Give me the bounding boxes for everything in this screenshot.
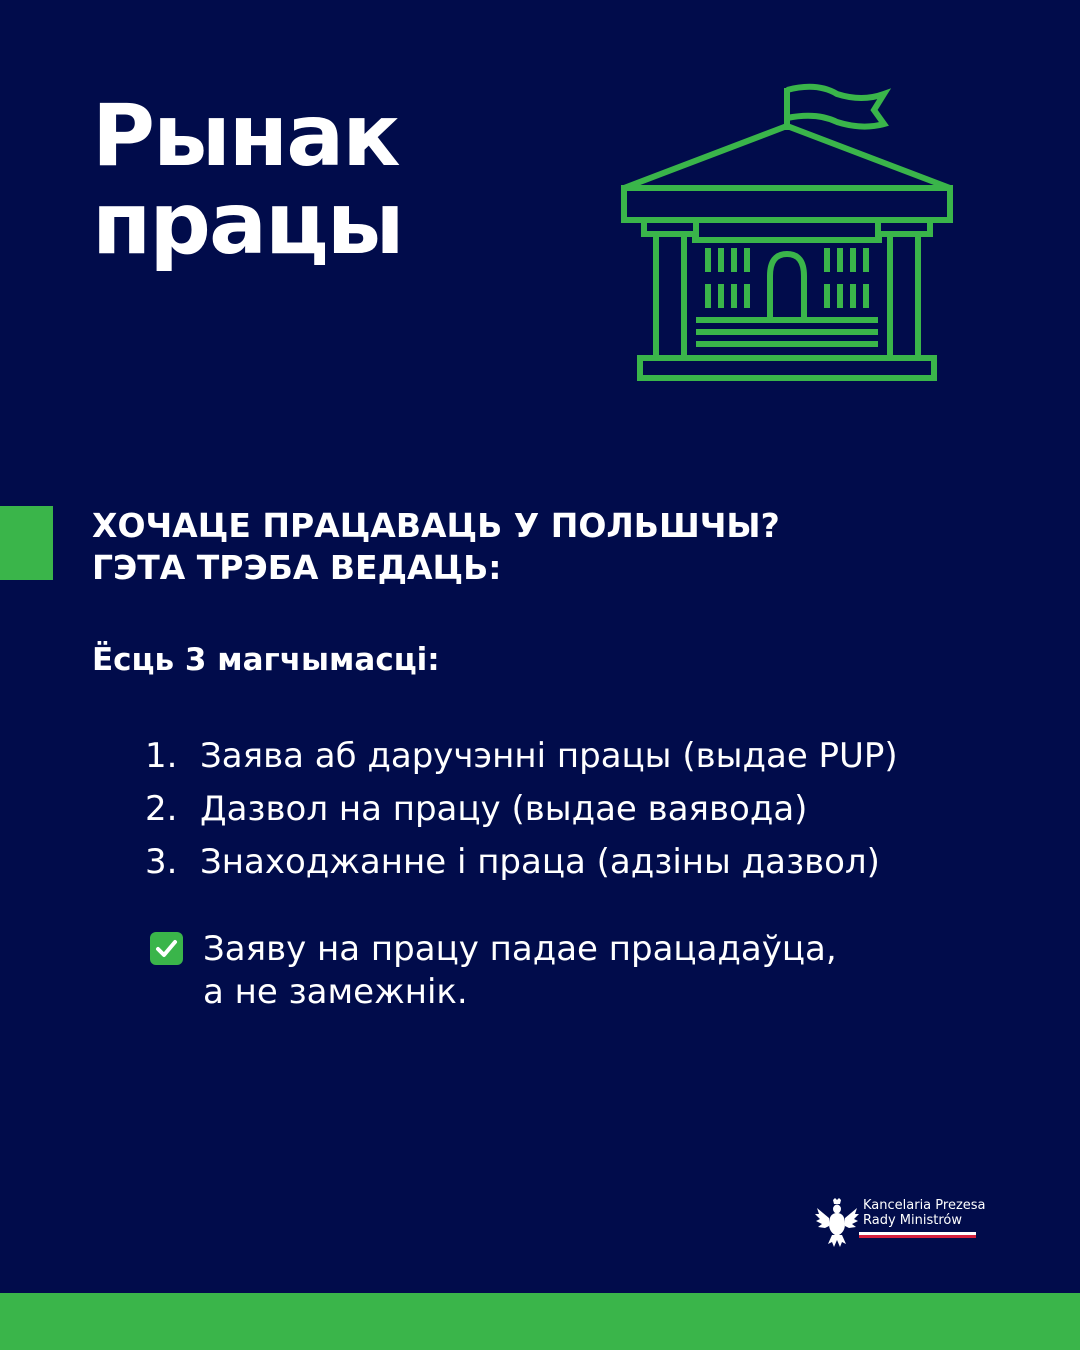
accent-bar bbox=[0, 506, 53, 580]
headline-line-2: ГЭТА ТРЭБА ВЕДАЦЬ: bbox=[92, 548, 502, 587]
polish-flag-stripe bbox=[859, 1232, 976, 1238]
list-item-text: Дазвол на працу (выдае ваявода) bbox=[200, 789, 808, 829]
check-icon bbox=[150, 932, 183, 965]
footer-bar bbox=[0, 1293, 1080, 1350]
headline-line-1: ХОЧАЦЕ ПРАЦАВАЦЬ У ПОЛЬШЧЫ? bbox=[92, 506, 780, 545]
list-item bbox=[145, 730, 898, 783]
title-line-2: працы bbox=[92, 174, 403, 274]
note-line-2: а не замежнік. bbox=[203, 972, 468, 1012]
list-item-number: 3. bbox=[145, 842, 178, 882]
kprm-logo bbox=[815, 1198, 986, 1248]
list-item-number: 1. bbox=[145, 736, 178, 776]
logo-text bbox=[863, 1198, 986, 1228]
title-line-1: Рынак bbox=[92, 86, 399, 186]
logo-line-2: Rady Ministrów bbox=[863, 1213, 962, 1228]
list-item bbox=[145, 836, 898, 889]
logo-line-1: Kancelaria Prezesa bbox=[863, 1198, 986, 1213]
headline bbox=[92, 505, 780, 589]
options-list bbox=[145, 730, 898, 889]
list-item-number: 2. bbox=[145, 789, 178, 829]
list-item bbox=[145, 783, 898, 836]
page-title bbox=[92, 86, 403, 274]
options-heading: Ёсць 3 магчымасці: bbox=[92, 642, 440, 678]
list-item-text: Заява аб даручэнні працы (выдае PUP) bbox=[200, 736, 898, 776]
note-text bbox=[203, 928, 837, 1014]
note-line-1: Заяву на працу падае працадаўца, bbox=[203, 929, 837, 969]
government-building-icon bbox=[612, 80, 962, 390]
eagle-emblem-icon bbox=[815, 1198, 859, 1248]
note bbox=[150, 928, 837, 1014]
list-item-text: Знаходжанне і праца (адзіны дазвол) bbox=[200, 842, 880, 882]
